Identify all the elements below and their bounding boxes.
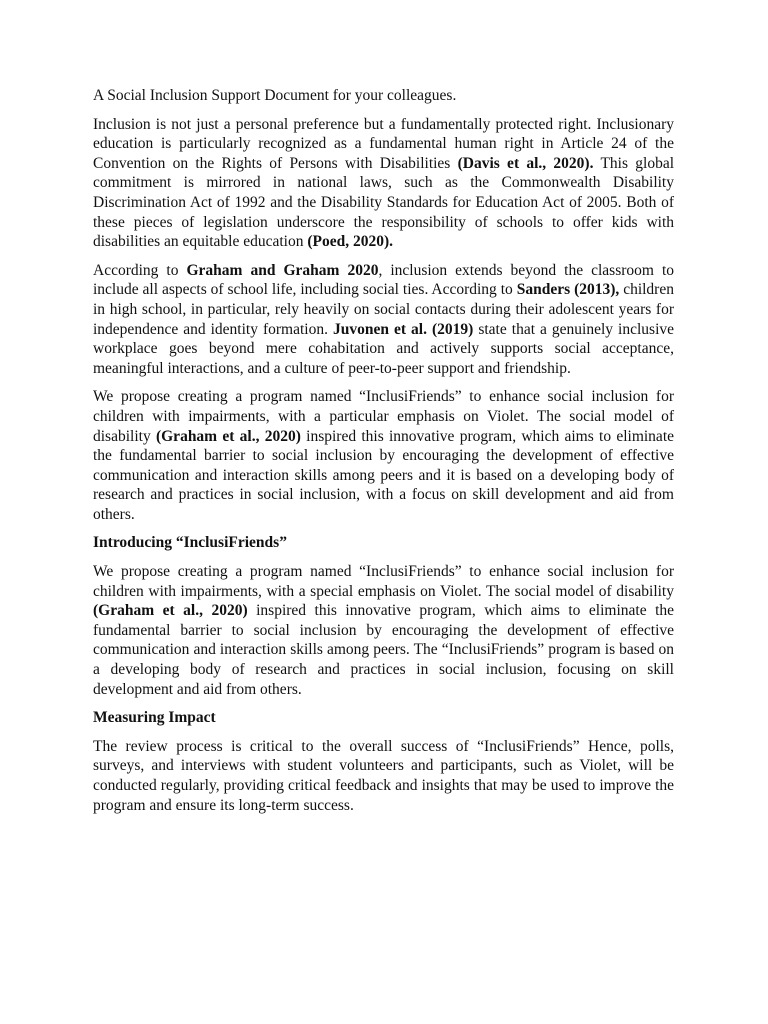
citation-graham-et-al: (Graham et al., 2020) [155, 427, 301, 445]
paragraph-text: We propose creating a program named “InclusiFriends” to enhance social inclusion for children with impairments, with a special emphasis on Violet. The social model of disability [93, 563, 674, 600]
document-page [93, 86, 674, 824]
paragraph-rights [93, 115, 674, 252]
section-heading-introducing: Introducing “InclusiFriends” [93, 534, 287, 552]
paragraph-text: inspired this innovative program, which aims to eliminate the fundamental barrier to social inclusion by encouraging the development of effective communication and interaction skills among peers. The “InclusiFriends” program is based on a developing body of research and practices in social inclusion, focusing on skill development and aid from others. [93, 602, 675, 698]
section-heading-measuring: Measuring Impact [93, 709, 216, 727]
citation-juvonen: Juvonen et al. (2019) [333, 320, 474, 338]
citation-graham-graham: Graham and Graham 2020 [186, 261, 379, 279]
intro-line: A Social Inclusion Support Document for your colleagues. [93, 87, 457, 104]
citation-davis: (Davis et al., 2020). [457, 154, 594, 172]
paragraph-text: According to [93, 261, 187, 279]
paragraph-text: This global commitment is mirrored in national laws, such as the Commonwealth Disability Discrimination Act of 1992 and the Disability Standards for Education Act of 2005. Both of these pieces of legislation underscore the responsibility of schools to offer kids with disabilities an equitable education [93, 154, 674, 251]
paragraph-measuring [93, 737, 674, 815]
paragraph-text: state that a genuinely inclusive workplace goes beyond mere cohabitation and actively supports social acceptance, meaningful interactions, and a culture of peer-to-peer support and friendship. [93, 320, 675, 377]
paragraph-text: The review process is critical to the overall success of “InclusiFriends” Hence, polls, surveys, and interviews with student volunteers and participants, such as Violet, will be conducted regularly, providing critical feedback and insights that may be used to improve the program and ensure its long-term success. [93, 737, 674, 814]
paragraph-text: We propose creating a program named “InclusiFriends” to enhance social inclusion for children with impairments, with a particular emphasis on Violet. The social model of disability [93, 388, 674, 445]
paragraph-school-life [93, 261, 674, 379]
citation-graham-et-al: (Graham et al., 2020) [93, 602, 248, 620]
paragraph-text: children in high school, in particular, rely heavily on social contacts during their adolescent years for independence and identity formation. [93, 281, 674, 338]
citation-sanders: Sanders (2013), [516, 281, 620, 299]
paragraph-text: , inclusion extends beyond the classroom to include all aspects of school life, including social ties. According to [93, 261, 675, 299]
paragraph-introducing [93, 562, 674, 699]
paragraph-text: Inclusion is not just a personal preference but a fundamentally protected right. Inclusionary education is particularly recognized as a fundamental human right in Article 24 of the Convention on the Rights of Persons with Disabilities [93, 115, 674, 172]
paragraph-proposal [93, 387, 674, 524]
citation-poed: (Poed, 2020). [307, 233, 394, 251]
paragraph-text: inspired this innovative program, which aims to eliminate the fundamental barrier to social inclusion by encouraging the development of effective communication and interaction skills among peers and it is based on a developing body of research and practices in social inclusion, with a focus on skill development and aid from others. [93, 427, 674, 523]
